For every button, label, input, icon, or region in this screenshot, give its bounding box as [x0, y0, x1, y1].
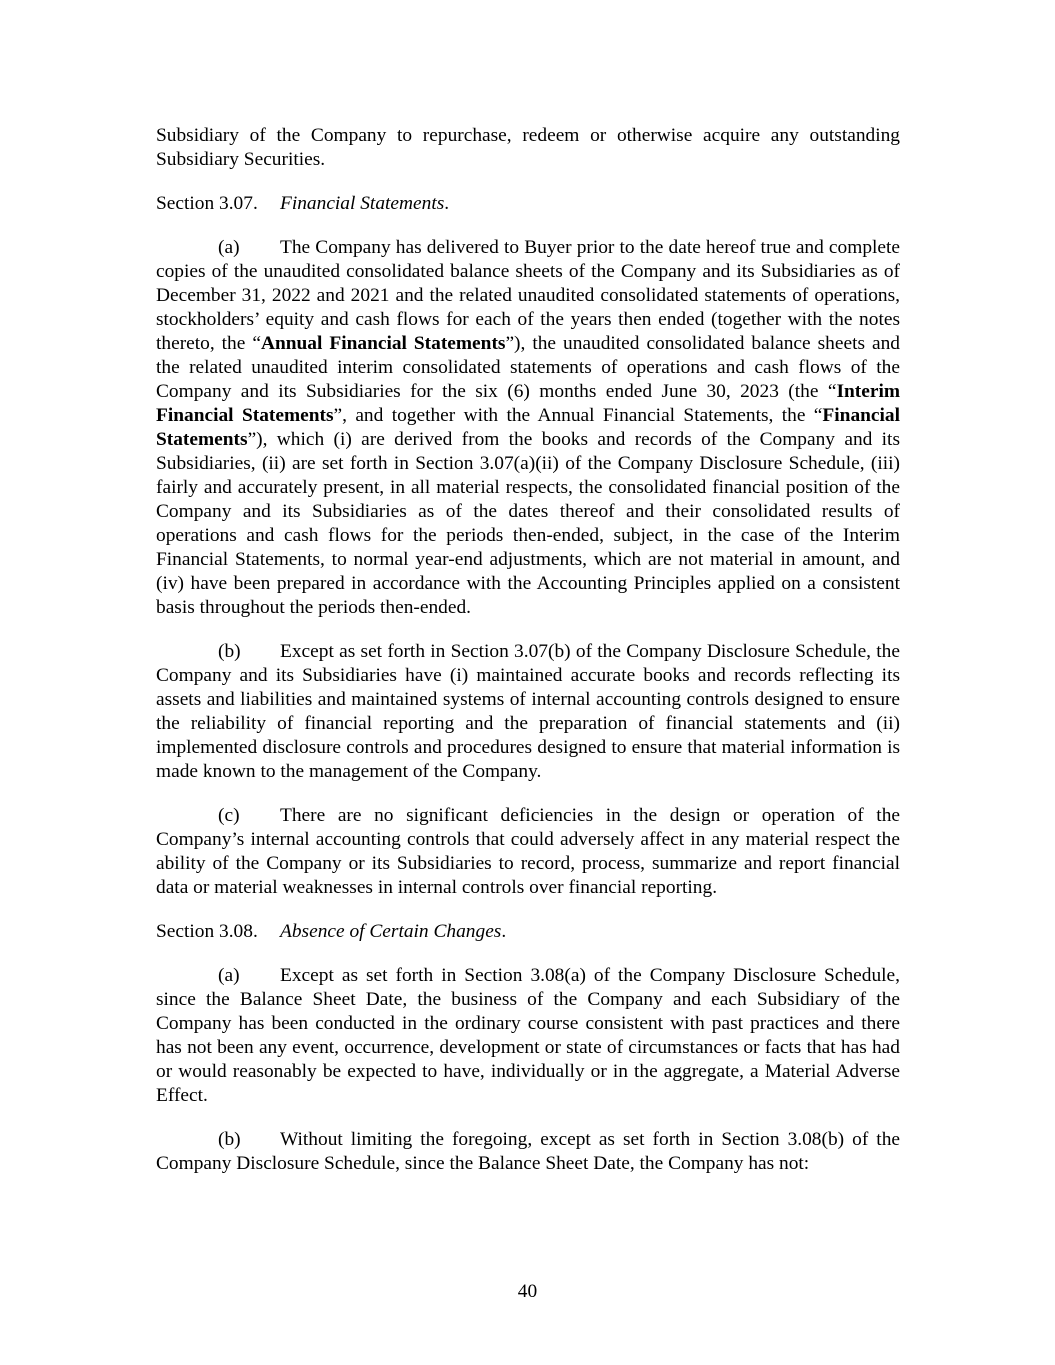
- section-3-07-b-text: Except as set forth in Section 3.07(b) of the Company Disclosure Schedule, the Company and its Subsidiaries have (i) maintained accurate books and records reflecting its assets and liabilities and maintained systems of internal accounting controls designed to ensure the reliability of financial reporting and the preparation of financial statements and (ii) implemented disclosure controls and procedures designed to ensure that material information is made known to the management of the Company.: [156, 641, 900, 782]
- defined-term-financial-statements: Financial Statements: [156, 405, 900, 450]
- section-3-07-heading: [156, 192, 900, 216]
- intro-text: Subsidiary of the Company to repurchase, redeem or otherwise acquire any outstanding Subsidiary Securities.: [156, 125, 900, 170]
- section-3-08-number: Section 3.08.: [156, 921, 258, 942]
- defined-term-interim-financial-statements: Interim Financial Statements: [156, 381, 900, 426]
- section-3-07-c-text: There are no significant deficiencies in the design or operation of the Company’s internal accounting controls that could adversely affect in any material respect the ability of the Company or its Subsidiaries to record, process, summarize and report financial data or material weaknesses in internal controls over financial reporting.: [156, 805, 900, 898]
- section-3-08-b-text: Without limiting the foregoing, except as set forth in Section 3.08(b) of the Company Disclosure Schedule, since the Balance Sheet Date, the Company has not:: [156, 1129, 900, 1174]
- section-3-08-a-label: (a): [218, 965, 240, 986]
- defined-term-annual-financial-statements: Annual Financial Statements: [260, 333, 506, 354]
- section-3-07-a-text-1: The Company has delivered to Buyer prior to the date hereof true and complete copies of the unaudited consolidated balance sheets of the Company and its Subsidiaries as of December 31, 2022 and 2021 and the related unaudited consolidated statements of operations, stockholders’ equity and cash flows for each of the years then ended (together with the notes thereto, the “: [156, 237, 900, 354]
- section-3-08-heading: [156, 920, 900, 944]
- section-3-07-a-text-2: ”), the unaudited consolidated balance sheets and the related unaudited interim consolidated statements of operations and cash flows of the Company and its Subsidiaries for the six (6) months ended June 30, 2023 (the “: [156, 333, 900, 402]
- section-3-07-a-label: (a): [218, 237, 240, 258]
- section-3-08-b-label: (b): [218, 1129, 241, 1150]
- section-3-08-a-paragraph: [156, 964, 900, 1108]
- section-3-07-number: Section 3.07.: [156, 193, 258, 214]
- document-page: [156, 124, 900, 1196]
- section-3-08-title-period: .: [501, 921, 507, 942]
- intro-paragraph: [156, 124, 900, 172]
- section-3-07-title-period: .: [444, 193, 450, 214]
- page-number: 40: [517, 1281, 538, 1302]
- section-3-08-title: Absence of Certain Changes: [280, 921, 502, 942]
- section-3-07-b-label: (b): [218, 641, 241, 662]
- section-3-07-a-text-4: ”), which (i) are derived from the books and records of the Company and its Subsidiaries, (ii) are set forth in Section 3.07(a)(ii) of the Company Disclosure Schedule, (iii) fairly and accurately present, in all material respects, the consolidated financial position of the Company and its Subsidiaries as of the dates thereof and their consolidated results of operations and cash flows for the periods then-ended, subject, in the case of the Interim Financial Statements, to normal year-end adjustments, which are not material in amount, and (iv) have been prepared in accordance with the Accounting Principles applied on a consistent basis throughout the periods then-ended.: [156, 429, 900, 618]
- section-3-07-title: Financial Statements: [280, 193, 445, 214]
- section-3-07-a-paragraph: [156, 236, 900, 620]
- section-3-07-c-label: (c): [218, 805, 240, 826]
- section-3-07-a-text-3: ”, and together with the Annual Financial Statements, the “: [333, 405, 823, 426]
- section-3-08-b-paragraph: [156, 1128, 900, 1176]
- section-3-08-a-text: Except as set forth in Section 3.08(a) of the Company Disclosure Schedule, since the Balance Sheet Date, the business of the Company and each Subsidiary of the Company has been conducted in the ordinary course consistent with past practices and there has not been any event, occurrence, development or state of circumstances or facts that has had or would reasonably be expected to have, individually or in the aggregate, a Material Adverse Effect.: [156, 965, 900, 1106]
- section-3-07-c-paragraph: [156, 804, 900, 900]
- section-3-07-b-paragraph: [156, 640, 900, 784]
